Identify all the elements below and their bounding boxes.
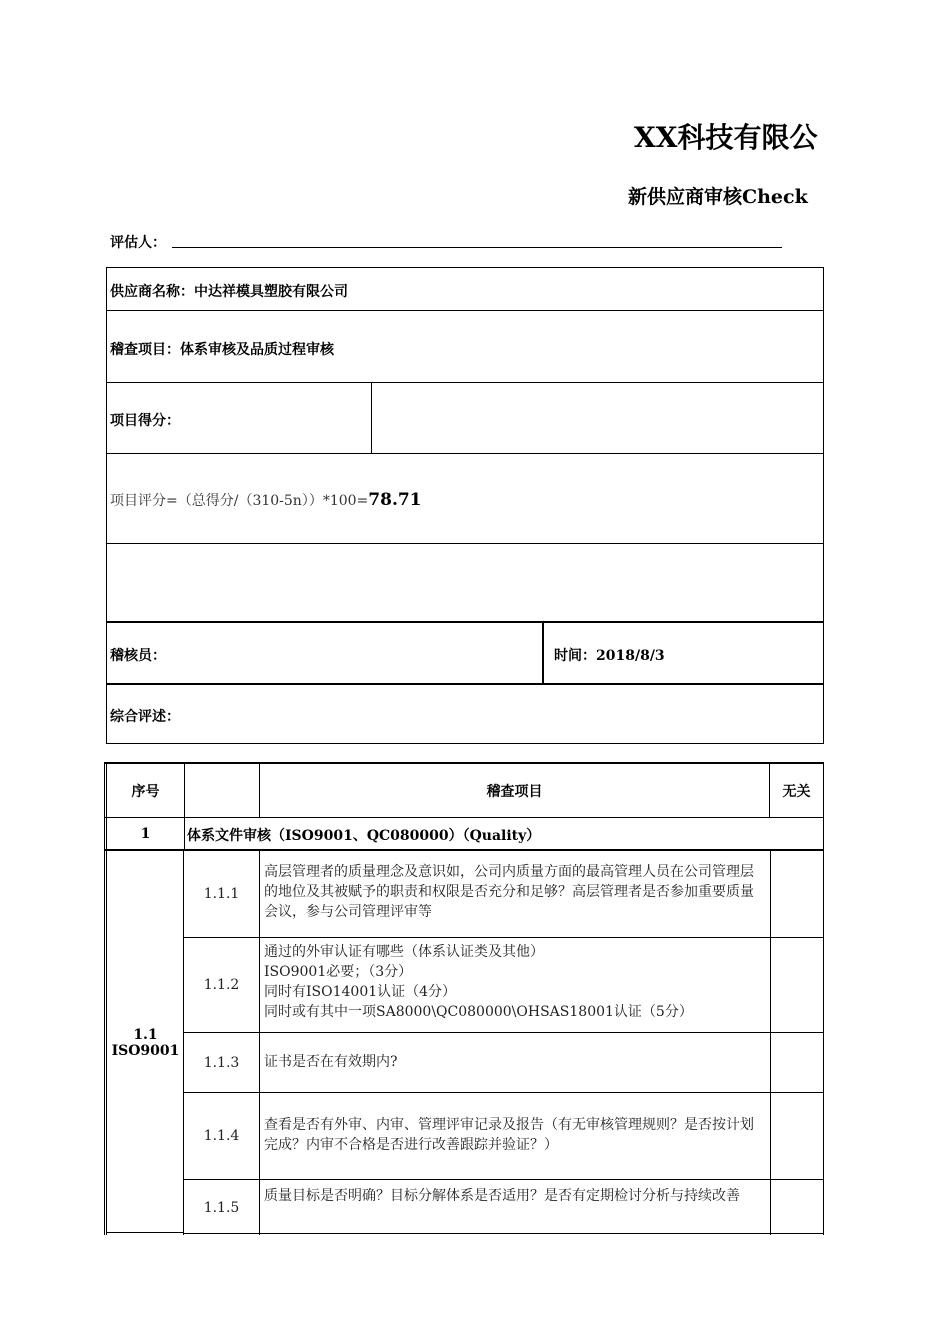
group-standard: ISO9001	[111, 1043, 180, 1059]
item-description	[260, 942, 768, 1022]
header-bottom-border	[104, 817, 824, 818]
supplier-name: 供应商名称：中达祥模具塑胶有限公司	[110, 284, 348, 300]
item-description-line: 同时或有其中一项SA8000\QC080000\OHSAS18001认证（5分）	[264, 1004, 693, 1020]
na-checkbox[interactable]	[771, 1033, 823, 1092]
item-description: 质量目标是否明确？目标分解体系是否适用？是否有定期检讨分析与持续改善	[264, 1188, 740, 1204]
section-col-sep	[184, 818, 185, 849]
audit-time: 时间：2018/8/3	[554, 648, 665, 664]
audit-item-label: 稽查项目：体系审核及品质过程审核	[110, 342, 334, 358]
header-na: 无关	[782, 783, 811, 800]
item-number: 1.1.1	[203, 886, 240, 902]
item-description: 证书是否在有效期内?	[264, 1054, 398, 1070]
project-score-row	[106, 383, 824, 454]
table-right-border	[823, 762, 824, 1235]
formula-text: 项目评分=（总得分/（310-5n））*100=	[110, 493, 369, 509]
na-checkbox[interactable]	[771, 1180, 823, 1235]
row-border	[184, 937, 824, 938]
auditor-divider	[542, 623, 544, 683]
company-title: XX科技有限公	[634, 121, 818, 154]
item-description-line: ISO9001必要；（3分）	[264, 964, 413, 980]
project-score-divider	[371, 383, 372, 453]
group-number: 1.1	[133, 1027, 158, 1043]
blank-row	[106, 544, 824, 623]
item-number: 1.1.3	[203, 1054, 240, 1071]
header-audit-item: 稽查项目	[486, 783, 543, 800]
summary-row	[106, 685, 824, 744]
header-seq: 序号	[131, 783, 160, 800]
audit-item-row	[106, 311, 824, 383]
supplier-row	[106, 267, 824, 311]
table-bottom-border	[184, 1233, 824, 1234]
item-description-line: 通过的外审认证有哪些（体系认证类及其他）	[264, 944, 544, 960]
assessor-label: 评估人：	[110, 235, 166, 251]
form-subtitle: 新供应商审核Check	[628, 186, 808, 208]
row-border	[184, 1179, 824, 1180]
group-bottom-border	[107, 1232, 184, 1233]
assessor-signature-line	[172, 247, 782, 248]
row-border	[184, 1092, 824, 1093]
item-description-line: 同时有ISO14001认证（4分）	[264, 984, 457, 1000]
formula-score: 78.71	[368, 490, 422, 510]
project-score-value-field[interactable]	[373, 383, 823, 453]
row-border	[184, 1032, 824, 1033]
checklist-table	[104, 762, 825, 1235]
item-number: 1.1.2	[203, 977, 240, 993]
summary-label: 综合评述：	[110, 709, 180, 725]
na-checkbox[interactable]	[771, 1093, 823, 1179]
item-number: 1.1.4	[203, 1128, 240, 1144]
header-col-sep-1	[184, 764, 185, 817]
project-score-label: 项目得分：	[110, 413, 180, 429]
item-description: 高层管理者的质量理念及意识如，公司内质量方面的最高管理人员在公司管理层的地位及其被赋予的职责和权限是否充分和足够？高层管理者是否参加重要质量会议，参与公司管理评审等	[264, 864, 754, 920]
auditor-label: 稽核员：	[110, 648, 166, 664]
formula-row	[106, 454, 824, 544]
na-checkbox[interactable]	[771, 851, 823, 937]
section-title: 体系文件审核（ISO9001、QC080000）（Quality）	[187, 828, 541, 844]
item-number: 1.1.5	[203, 1199, 240, 1216]
section-seq: 1	[140, 825, 151, 842]
item-description: 查看是否有外审、内审、管理评审记录及报告（有无审核管理规则？是否按计划完成？内审不合格是否进行改善跟踪并验证？）	[264, 1117, 754, 1153]
score-formula	[110, 490, 422, 510]
group-cell	[107, 851, 184, 1235]
auditor-row	[106, 623, 824, 685]
na-checkbox[interactable]	[771, 938, 823, 1032]
